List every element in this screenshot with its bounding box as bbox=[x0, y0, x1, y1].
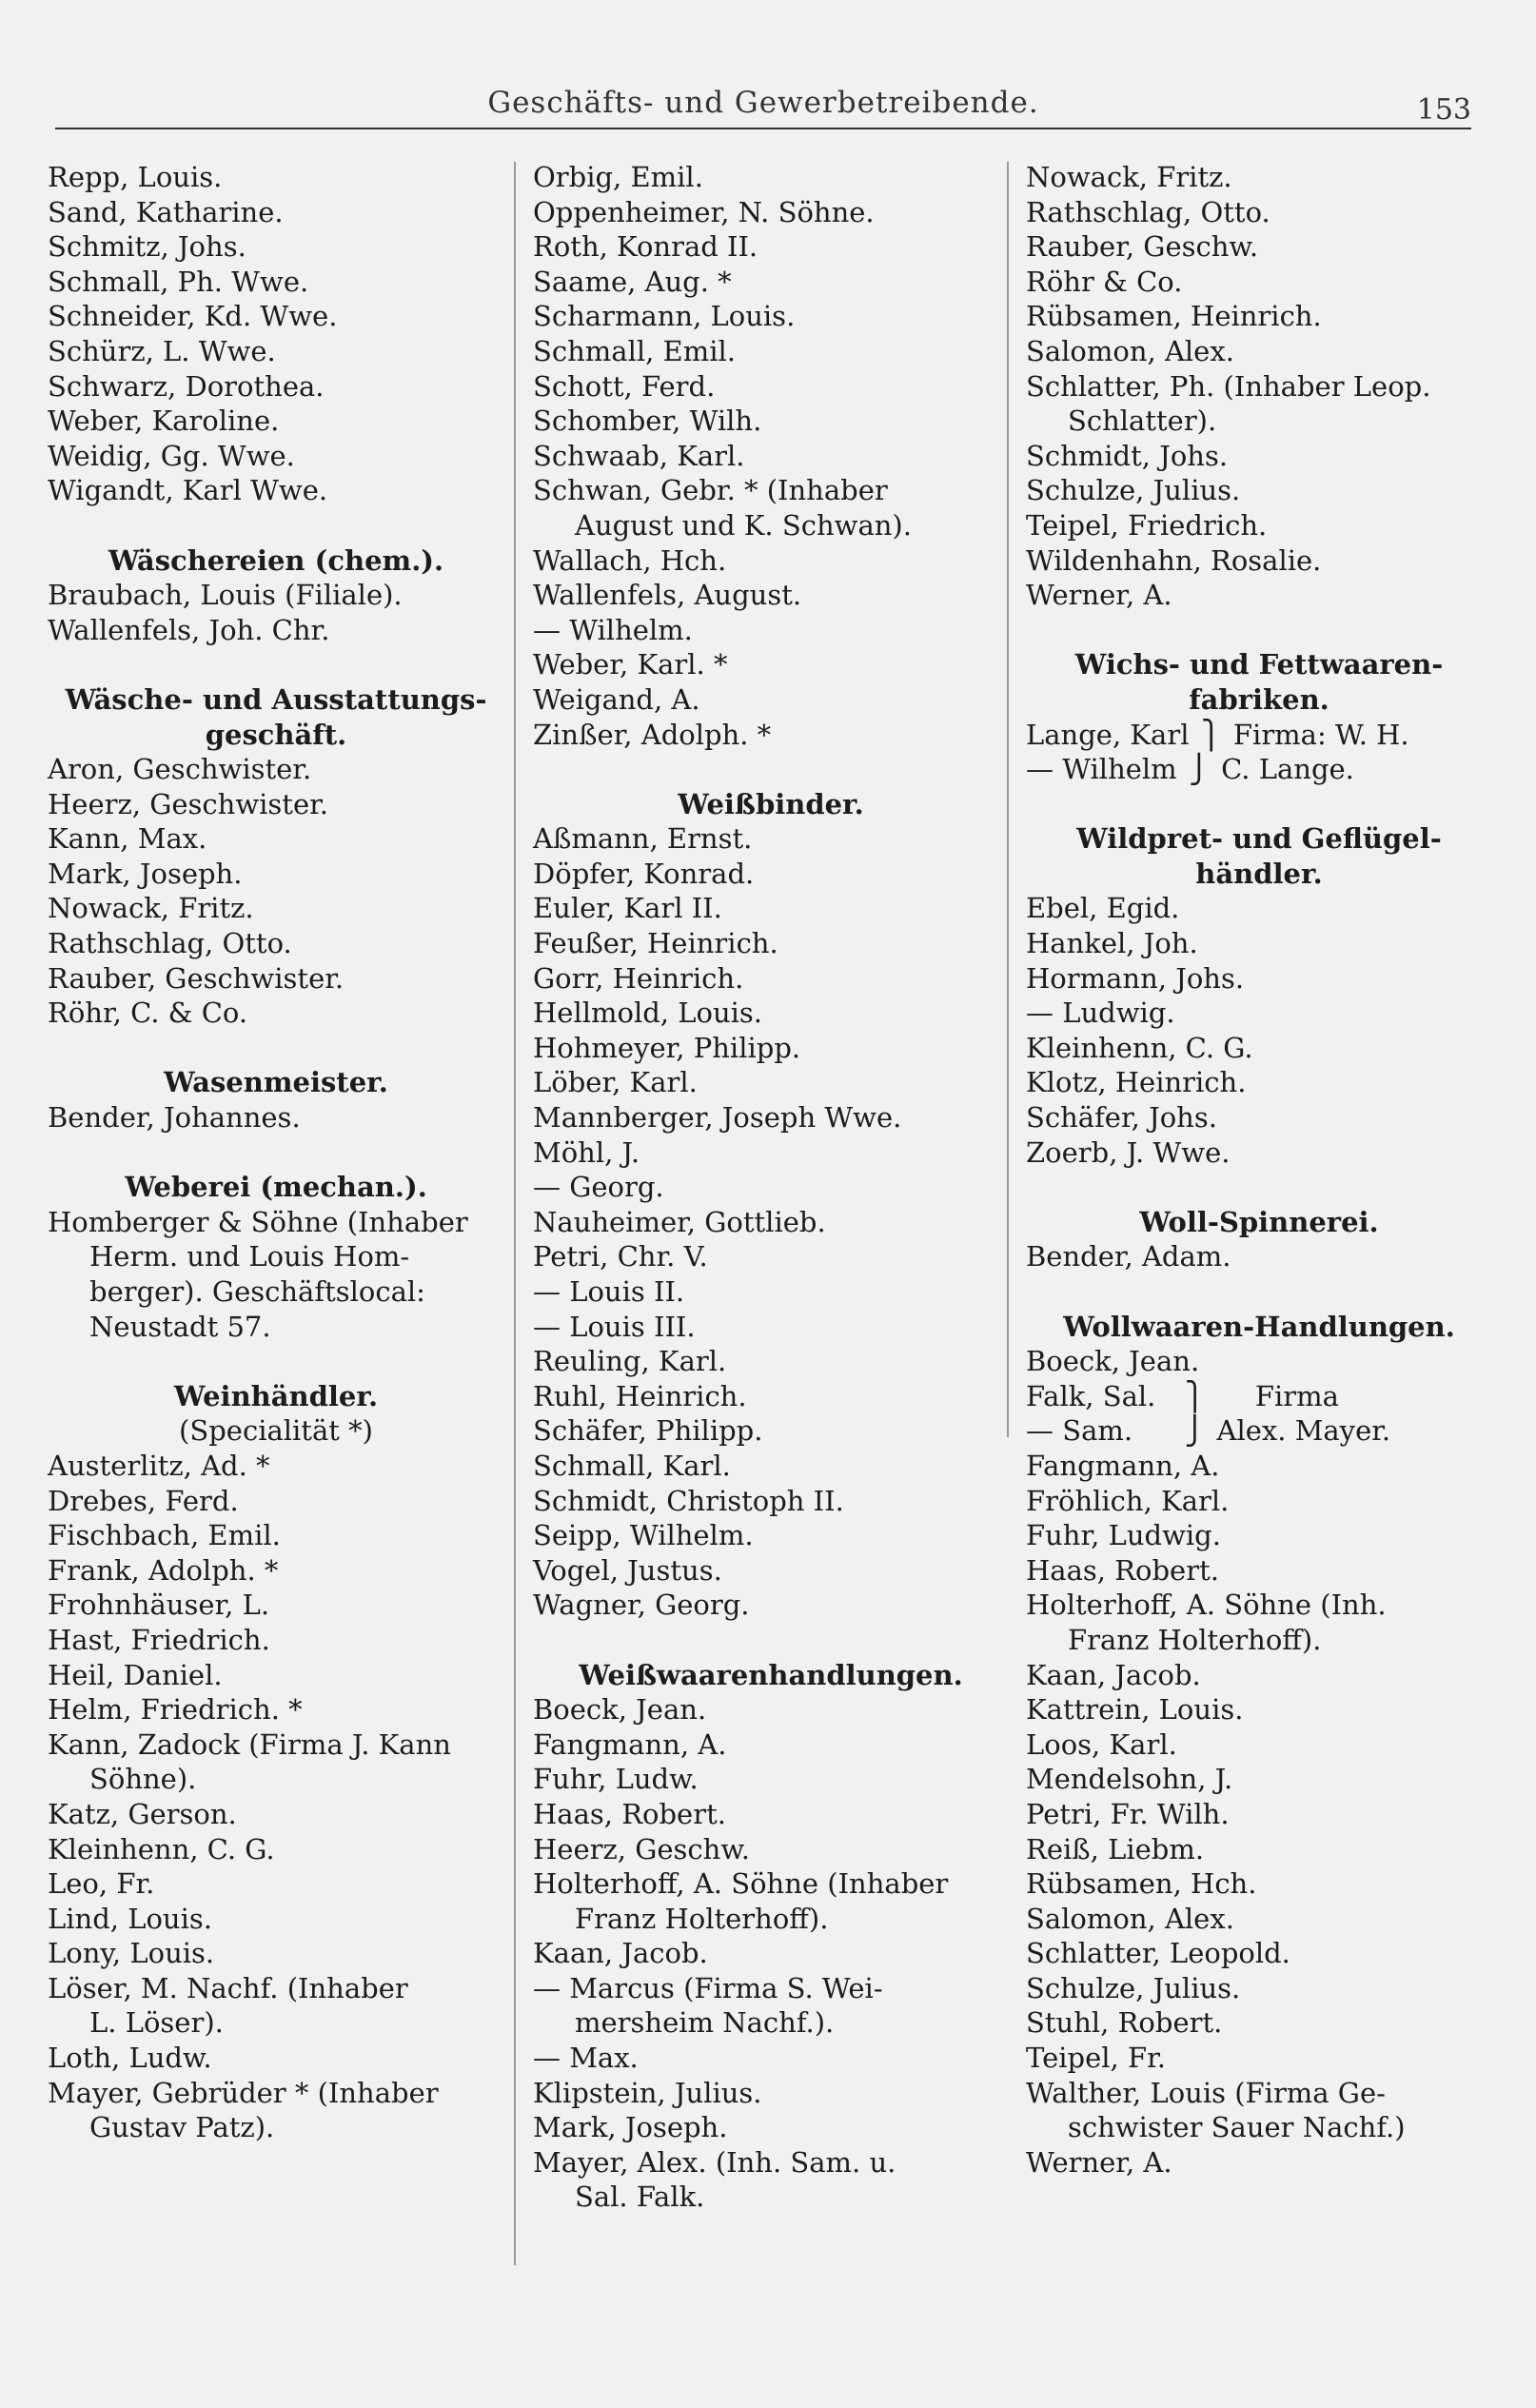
entry-line: Walther, Louis (Firma Ge- bbox=[1026, 2076, 1386, 2109]
list-item: Feußer, Heinrich. bbox=[533, 927, 778, 960]
column-right bbox=[1026, 160, 1492, 2180]
section-heading: Weinhändler. bbox=[173, 1379, 379, 1412]
list-item: Hankel, Joh. bbox=[1026, 927, 1198, 960]
list-item: Fuhr, Ludw. bbox=[533, 1763, 699, 1796]
list-item: Kleinhenn, C. G. bbox=[48, 1832, 275, 1865]
entry-line: Schlatter). bbox=[1068, 405, 1217, 438]
section-heading: Wasenmeister. bbox=[164, 1066, 388, 1099]
list-item: Weidig, Gg. Wwe. bbox=[48, 439, 295, 472]
list-item: Döpfer, Konrad. bbox=[533, 857, 755, 890]
list-item: Mark, Joseph. bbox=[48, 857, 243, 890]
entry-list bbox=[533, 160, 1009, 473]
entry-list bbox=[48, 160, 504, 508]
list-item: Schulze, Julius. bbox=[1026, 474, 1241, 507]
entry-firm: Firma bbox=[1254, 1379, 1339, 1412]
list-item: Wallach, Hch. bbox=[533, 543, 727, 577]
list-item: Hast, Friedrich. bbox=[48, 1623, 270, 1656]
list-item: Kaan, Jacob. bbox=[1026, 1658, 1201, 1691]
entry-line: Söhne). bbox=[89, 1763, 197, 1796]
list-item: Weber, Karoline. bbox=[48, 405, 280, 438]
section-heading: fabriken. bbox=[1189, 682, 1329, 716]
entry-line: Kann, Zadock (Firma J. Kann bbox=[48, 1727, 451, 1761]
entry-list bbox=[533, 1936, 1009, 1971]
list-item: Schürz, L. Wwe. bbox=[48, 334, 276, 367]
entry-line: Mayer, Alex. (Inh. Sam. u. bbox=[533, 2145, 896, 2179]
list-item: Heerz, Geschwister. bbox=[48, 787, 329, 820]
list-item: Werner, A. bbox=[1026, 2145, 1172, 2179]
list-item: Nowack, Fritz. bbox=[48, 892, 254, 925]
list-item: Löber, Karl. bbox=[533, 1066, 698, 1099]
list-item: Schmall, Emil. bbox=[533, 334, 736, 367]
list-item: Rübsamen, Hch. bbox=[1026, 1867, 1257, 1901]
section-heading: Wollwaaren-Handlungen. bbox=[1063, 1310, 1455, 1343]
list-item: Gorr, Heinrich. bbox=[533, 961, 744, 995]
entry-list bbox=[1026, 1658, 1492, 2076]
list-item: Bender, Johannes. bbox=[48, 1101, 301, 1135]
list-item: Frohnhäuser, L. bbox=[48, 1589, 270, 1622]
entry-line: — Marcus (Firma S. Wei- bbox=[533, 1971, 883, 2004]
entry-line: Holterhoff, A. Söhne (Inh. bbox=[1026, 1589, 1387, 1622]
list-item: Wallenfels, Joh. Chr. bbox=[48, 613, 330, 646]
section-heading: Weißbinder. bbox=[678, 787, 864, 820]
list-item: Loos, Karl. bbox=[1026, 1727, 1177, 1761]
section-heading: Wäsche- und Ausstattungs- bbox=[65, 682, 487, 716]
list-item: Mannberger, Joseph Wwe. bbox=[533, 1101, 902, 1135]
entry-list bbox=[533, 2041, 1009, 2145]
entry-list bbox=[1026, 1344, 1492, 1379]
list-item: Fangmann, A. bbox=[533, 1727, 727, 1761]
list-item: Teipel, Fr. bbox=[1026, 2042, 1166, 2075]
list-item: — Wilhelm. bbox=[533, 613, 693, 646]
list-item: Salomon, Alex. bbox=[1026, 334, 1234, 367]
entry-multiline bbox=[48, 2076, 504, 2145]
list-item: Stuhl, Robert. bbox=[1026, 2006, 1223, 2040]
list-item: Weigand, A. bbox=[533, 682, 700, 716]
list-item: — Ludwig. bbox=[1026, 997, 1175, 1030]
list-item: Mark, Joseph. bbox=[533, 2111, 728, 2144]
list-item: Zoerb, J. Wwe. bbox=[1026, 1135, 1231, 1169]
brace-mark: ⎫ bbox=[1184, 1379, 1206, 1412]
list-item: Kaan, Jacob. bbox=[533, 1937, 708, 1970]
list-item: Schmidt, Christoph II. bbox=[533, 1484, 844, 1517]
list-item: Werner, A. bbox=[1026, 579, 1172, 612]
list-item: Rübsamen, Heinrich. bbox=[1026, 300, 1322, 333]
entry-multiline bbox=[1026, 369, 1492, 439]
list-item: — Max. bbox=[533, 2042, 639, 2075]
list-item: Röhr, C. & Co. bbox=[48, 997, 248, 1030]
list-item: Seipp, Wilhelm. bbox=[533, 1519, 754, 1552]
brace-mark: ⎫ bbox=[1200, 718, 1222, 751]
list-item: Boeck, Jean. bbox=[1026, 1345, 1200, 1378]
list-item: Repp, Louis. bbox=[48, 161, 223, 193]
list-item: Petri, Chr. V. bbox=[533, 1240, 708, 1273]
list-item: Saame, Aug. * bbox=[533, 265, 732, 298]
entry-line: berger). Geschäftslocal: bbox=[89, 1275, 425, 1308]
list-item: Heil, Daniel. bbox=[48, 1658, 223, 1691]
list-item: Reiß, Liebm. bbox=[1026, 1832, 1205, 1865]
list-item: Boeck, Jean. bbox=[533, 1693, 707, 1727]
entry-list bbox=[48, 1449, 504, 1727]
list-item: Lony, Louis. bbox=[48, 1937, 215, 1970]
list-item: Schlatter, Leopold. bbox=[1026, 1937, 1290, 1970]
list-item: — Louis II. bbox=[533, 1275, 685, 1308]
entry-list bbox=[48, 752, 504, 1031]
list-item: Roth, Konrad II. bbox=[533, 230, 758, 264]
entry-line: Homberger & Söhne (Inhaber bbox=[48, 1205, 468, 1238]
list-item: Wagner, Georg. bbox=[533, 1589, 750, 1622]
entry-firm: C. Lange. bbox=[1221, 753, 1354, 786]
list-item: Salomon, Alex. bbox=[1026, 1902, 1234, 1935]
list-item: Nowack, Fritz. bbox=[1026, 161, 1232, 193]
list-item: Scharmann, Louis. bbox=[533, 300, 796, 333]
list-item: Weber, Karl. * bbox=[533, 648, 728, 681]
entry-name: — Sam. bbox=[1026, 1414, 1133, 1448]
entry-multiline bbox=[1026, 2076, 1492, 2145]
list-item: Aron, Geschwister. bbox=[48, 753, 312, 786]
list-item: Rathschlag, Otto. bbox=[48, 927, 292, 960]
list-item: Fuhr, Ludwig. bbox=[1026, 1519, 1221, 1552]
entry-name: — Wilhelm bbox=[1026, 753, 1177, 786]
list-item: Oppenheimer, N. Söhne. bbox=[533, 195, 875, 228]
list-item: Schwaab, Karl. bbox=[533, 439, 745, 472]
list-item: Helm, Friedrich. * bbox=[48, 1693, 303, 1727]
list-item: Wigandt, Karl Wwe. bbox=[48, 474, 328, 507]
list-item: Schulze, Julius. bbox=[1026, 1971, 1241, 2004]
list-item: Röhr & Co. bbox=[1026, 265, 1183, 298]
list-item: Rathschlag, Otto. bbox=[1026, 195, 1270, 228]
list-item: Drebes, Ferd. bbox=[48, 1484, 239, 1517]
list-item: Schmall, Karl. bbox=[533, 1449, 731, 1482]
list-item: Lind, Louis. bbox=[48, 1902, 212, 1935]
list-item: — Louis III. bbox=[533, 1310, 696, 1343]
list-item: Schwarz, Dorothea. bbox=[48, 369, 325, 403]
list-item: Klotz, Heinrich. bbox=[1026, 1066, 1247, 1099]
entry-list bbox=[48, 1100, 504, 1135]
entry-line: L. Löser). bbox=[89, 2006, 224, 2040]
list-item: Fangmann, A. bbox=[1026, 1449, 1220, 1482]
entry-multiline bbox=[533, 2145, 1009, 2215]
section-heading: Wäschereien (chem.). bbox=[108, 543, 444, 577]
list-item: Rauber, Geschw. bbox=[1026, 230, 1259, 264]
list-item: Heerz, Geschw. bbox=[533, 1832, 750, 1865]
list-item: Schott, Ferd. bbox=[533, 369, 716, 403]
list-item bbox=[1026, 718, 1492, 753]
entry-line: schwister Sauer Nachf.) bbox=[1068, 2111, 1406, 2144]
list-item: Schäfer, Philipp. bbox=[533, 1414, 763, 1448]
list-item: Schäfer, Johs. bbox=[1026, 1101, 1217, 1135]
list-item: Möhl, J. bbox=[533, 1135, 640, 1169]
entry-list bbox=[533, 543, 1009, 753]
list-item: Bender, Adam. bbox=[1026, 1240, 1231, 1273]
list-item bbox=[1026, 1413, 1492, 1449]
list-item: Braubach, Louis (Filiale). bbox=[48, 579, 403, 612]
list-item: Sand, Katharine. bbox=[48, 195, 284, 228]
section-subheading: (Specialität *) bbox=[179, 1414, 373, 1448]
entry-line: Franz Holterhoff). bbox=[575, 1902, 829, 1935]
entry-multiline bbox=[533, 473, 1009, 543]
list-item: Wallenfels, August. bbox=[533, 579, 802, 612]
list-item: Loth, Ludw. bbox=[48, 2042, 212, 2075]
entry-line: Mayer, Gebrüder * (Inhaber bbox=[48, 2076, 439, 2109]
list-item: Euler, Karl II. bbox=[533, 892, 722, 925]
entry-multiline bbox=[48, 1727, 504, 1797]
list-item: Haas, Robert. bbox=[1026, 1553, 1219, 1587]
entry-line: Schwan, Gebr. * (Inhaber bbox=[533, 474, 888, 507]
entry-line: Holterhoff, A. Söhne (Inhaber bbox=[533, 1867, 949, 1901]
list-item bbox=[1026, 752, 1492, 787]
entry-multiline bbox=[1026, 1588, 1492, 1657]
entry-firm: Firma: W. H. bbox=[1232, 718, 1409, 751]
section-heading: händler. bbox=[1195, 857, 1323, 890]
list-item: Nauheimer, Gottlieb. bbox=[533, 1205, 826, 1238]
list-item: Petri, Fr. Wilh. bbox=[1026, 1797, 1230, 1830]
list-item: Austerlitz, Ad. * bbox=[48, 1449, 270, 1482]
entry-list bbox=[1026, 2145, 1492, 2181]
entry-multiline bbox=[48, 1971, 504, 2041]
entry-list bbox=[48, 1797, 504, 1971]
list-item: Fröhlich, Karl. bbox=[1026, 1484, 1230, 1517]
list-item: Klipstein, Julius. bbox=[533, 2076, 762, 2109]
list-item: Frank, Adolph. * bbox=[48, 1553, 279, 1587]
column-left bbox=[48, 160, 504, 2145]
entry-multiline bbox=[533, 1971, 1009, 2041]
list-item: Kattrein, Louis. bbox=[1026, 1693, 1244, 1727]
list-item: Rauber, Geschwister. bbox=[48, 961, 345, 995]
entry-list bbox=[1026, 439, 1492, 613]
entry-list bbox=[1026, 1239, 1492, 1274]
entry-name: Lange, Karl bbox=[1026, 718, 1190, 751]
list-item: Kleinhenn, C. G. bbox=[1026, 1031, 1253, 1064]
list-item: Fischbach, Emil. bbox=[48, 1519, 281, 1552]
list-item: Katz, Gerson. bbox=[48, 1797, 237, 1830]
list-item: Ebel, Egid. bbox=[1026, 892, 1180, 925]
list-item: Schmall, Ph. Wwe. bbox=[48, 265, 309, 298]
list-item: Schmitz, Johs. bbox=[48, 230, 246, 264]
entry-firm: Alex. Mayer. bbox=[1216, 1414, 1391, 1448]
entry-list bbox=[48, 578, 504, 647]
entry-multiline bbox=[533, 1866, 1009, 1936]
entry-list bbox=[1026, 160, 1492, 369]
page-header bbox=[55, 78, 1471, 129]
section-heading: Weberei (mechan.). bbox=[125, 1171, 427, 1204]
column-divider bbox=[514, 162, 516, 2265]
list-item bbox=[1026, 1379, 1492, 1414]
list-item: Kann, Max. bbox=[48, 822, 207, 856]
list-item: Ruhl, Heinrich. bbox=[533, 1379, 747, 1412]
entry-line: Franz Holterhoff). bbox=[1068, 1623, 1322, 1656]
entry-line: Neustadt 57. bbox=[89, 1310, 271, 1343]
list-item: Hellmold, Louis. bbox=[533, 997, 763, 1030]
list-item: Vogel, Justus. bbox=[533, 1553, 722, 1587]
list-item: Leo, Fr. bbox=[48, 1867, 155, 1901]
entry-line: Löser, M. Nachf. (Inhaber bbox=[48, 1971, 408, 2004]
page-title: Geschäfts- und Gewerbetreibende. bbox=[487, 86, 1039, 120]
entry-list bbox=[48, 2041, 504, 2076]
list-item: Zinßer, Adolph. * bbox=[533, 718, 772, 751]
entry-list bbox=[1026, 891, 1492, 1170]
list-item: Hormann, Johs. bbox=[1026, 961, 1245, 995]
list-item: Aßmann, Ernst. bbox=[533, 822, 753, 856]
section-heading: geschäft. bbox=[205, 718, 347, 751]
entry-line: mersheim Nachf.). bbox=[575, 2006, 835, 2040]
entry-list bbox=[533, 821, 1009, 1623]
section-heading: Wichs- und Fettwaaren- bbox=[1074, 648, 1444, 681]
list-item: Mendelsohn, J. bbox=[1026, 1763, 1233, 1796]
entry-multiline bbox=[48, 1205, 504, 1344]
entry-line: Gustav Patz). bbox=[89, 2111, 275, 2144]
section-heading: Wildpret- und Geflügel- bbox=[1076, 822, 1442, 856]
entry-line: Herm. und Louis Hom- bbox=[89, 1240, 410, 1273]
list-item: Haas, Robert. bbox=[533, 1797, 726, 1830]
page-number: 153 bbox=[1416, 93, 1471, 127]
entry-list bbox=[1026, 1449, 1492, 1588]
brace-mark: ⎭ bbox=[1189, 753, 1210, 786]
entry-line: Sal. Falk. bbox=[575, 2181, 705, 2214]
list-item: Schneider, Kd. Wwe. bbox=[48, 300, 338, 333]
entry-list bbox=[533, 1692, 1009, 1866]
list-item: — Georg. bbox=[533, 1171, 664, 1204]
list-item: Schmidt, Johs. bbox=[1026, 439, 1229, 472]
list-item: Hohmeyer, Philipp. bbox=[533, 1031, 801, 1064]
list-item: Teipel, Friedrich. bbox=[1026, 508, 1268, 542]
list-item: Wildenhahn, Rosalie. bbox=[1026, 543, 1322, 577]
entry-line: August und K. Schwan). bbox=[575, 508, 912, 542]
entry-line: Schlatter, Ph. (Inhaber Leop. bbox=[1026, 369, 1431, 403]
brace-mark: ⎭ bbox=[1184, 1414, 1206, 1448]
column-middle bbox=[533, 160, 1009, 2215]
list-item: Schomber, Wilh. bbox=[533, 405, 762, 438]
entry-name: Falk, Sal. bbox=[1026, 1379, 1156, 1412]
list-item: Orbig, Emil. bbox=[533, 161, 703, 193]
section-heading: Woll-Spinnerei. bbox=[1139, 1205, 1379, 1238]
list-item: Reuling, Karl. bbox=[533, 1345, 727, 1378]
section-heading: Weißwaarenhandlungen. bbox=[579, 1658, 963, 1691]
